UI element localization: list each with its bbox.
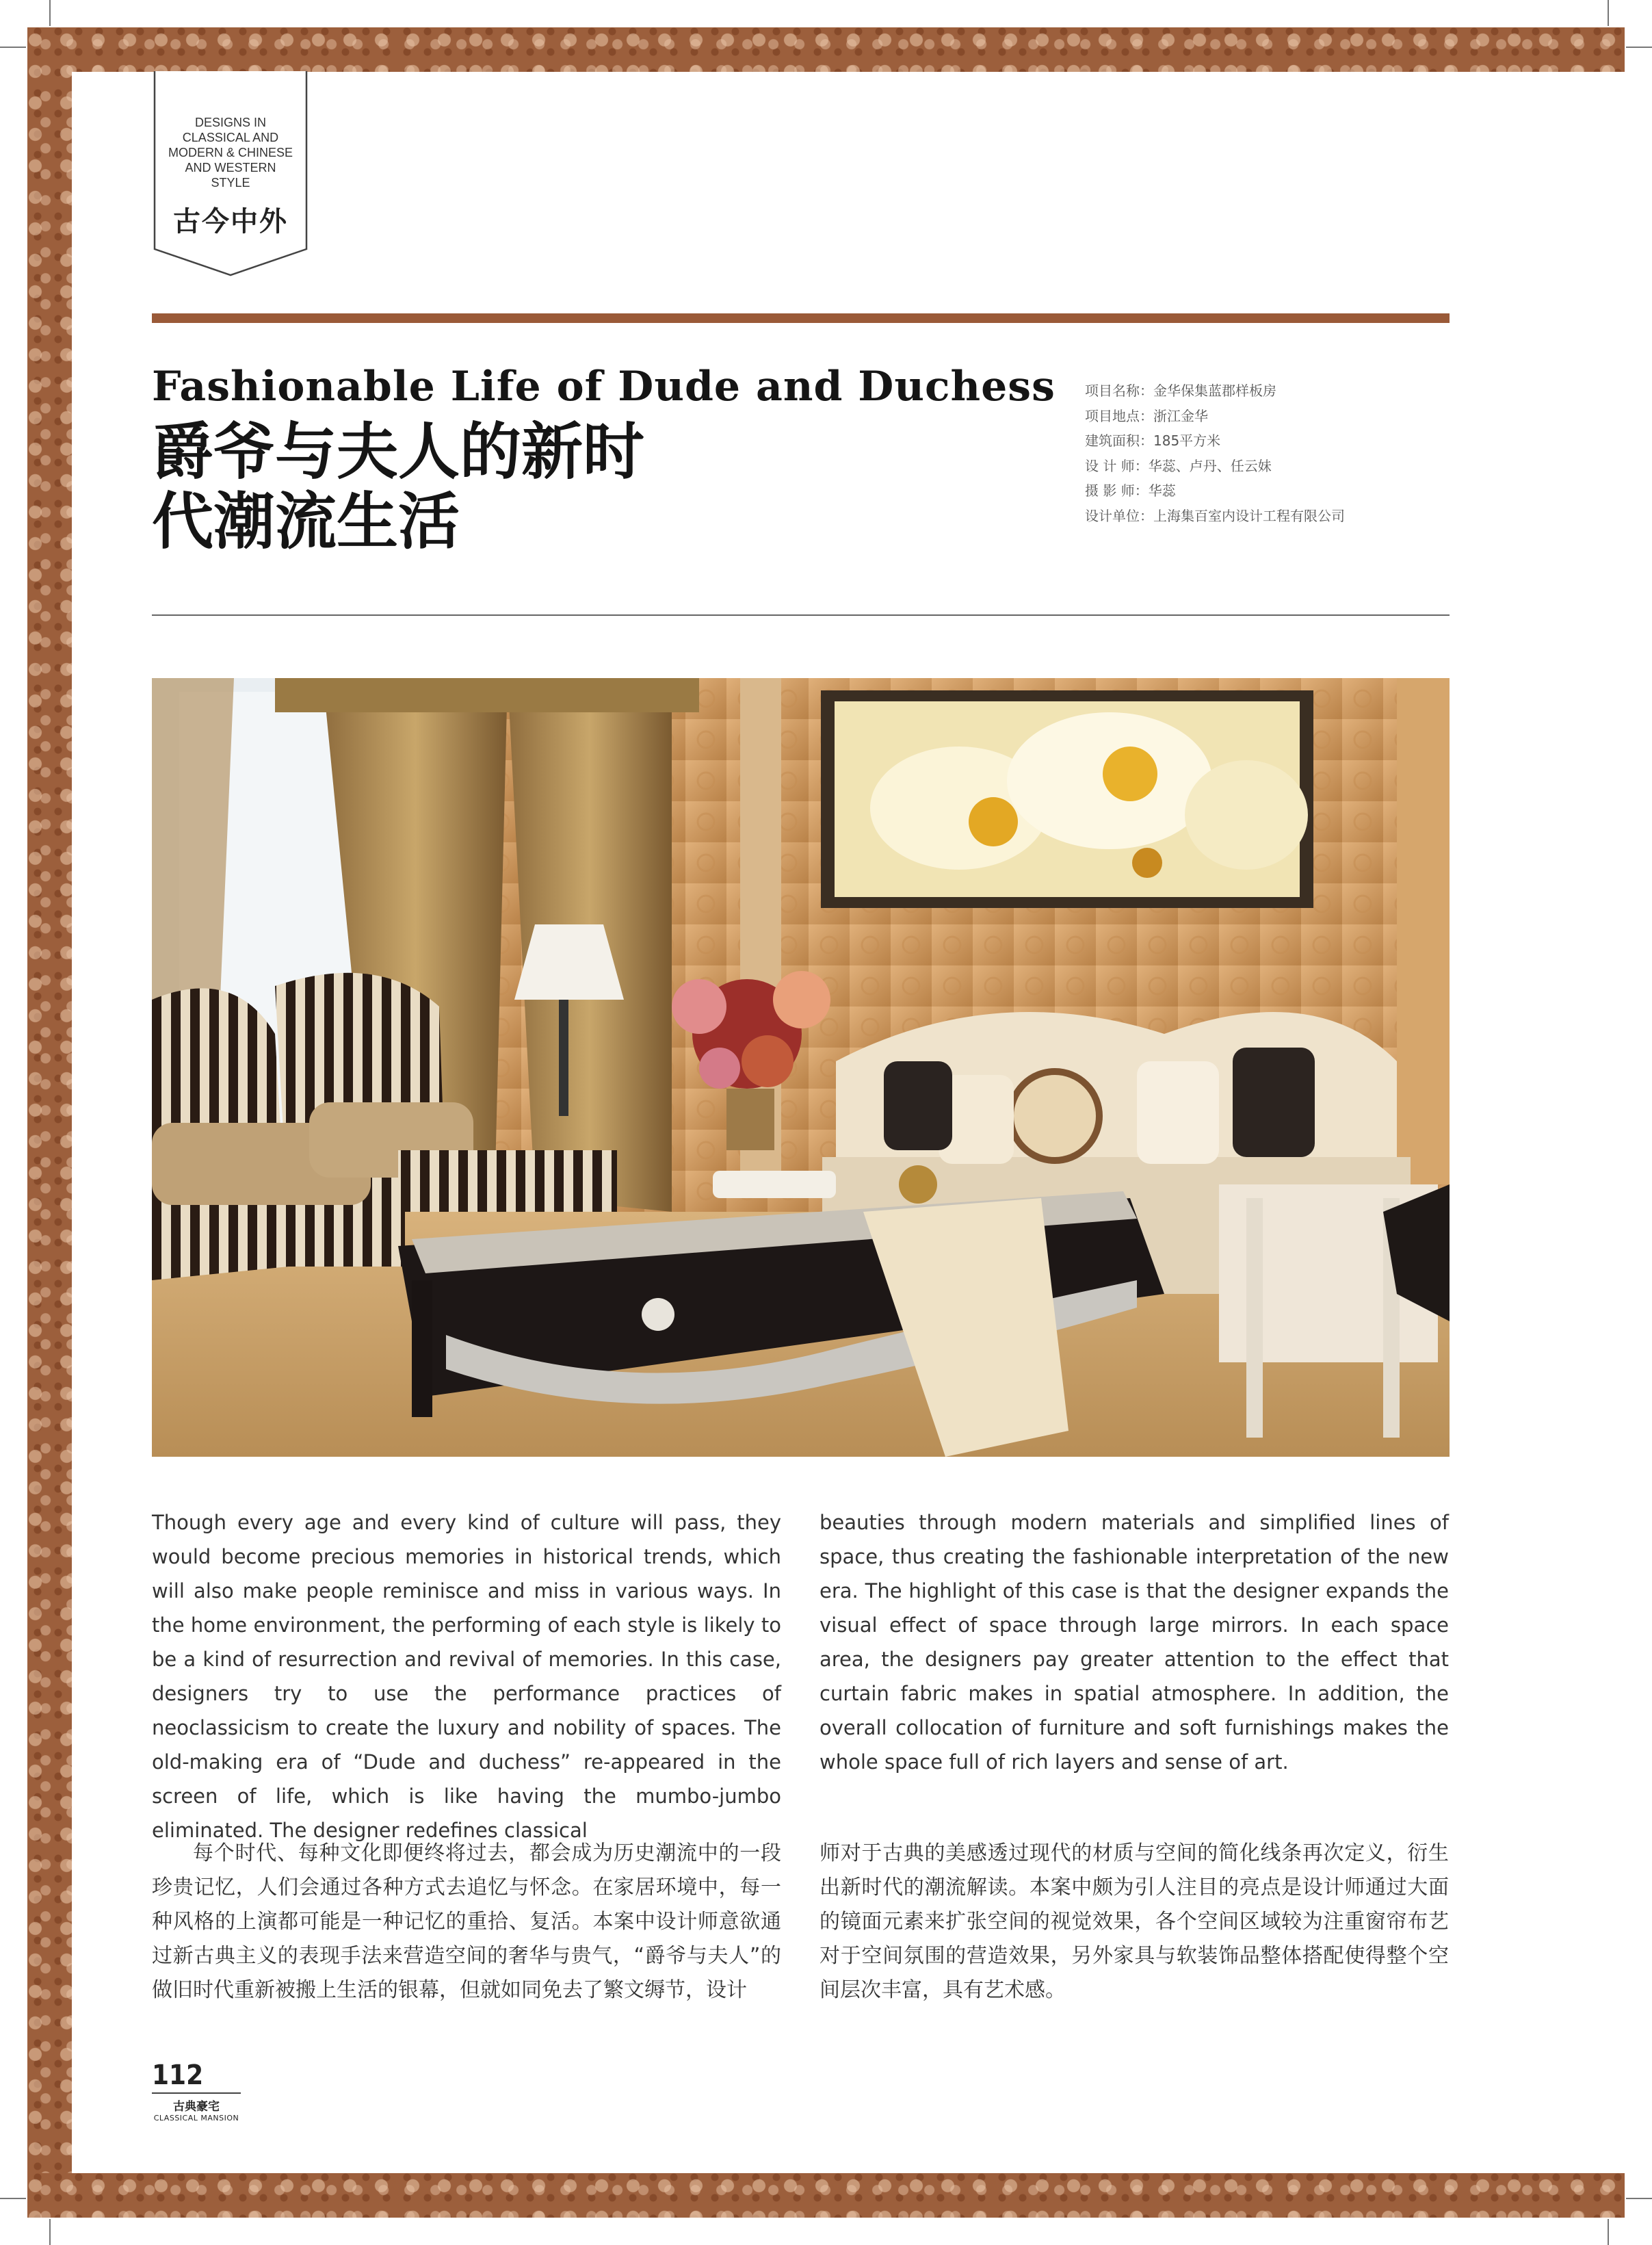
project-info-row: 项目地点：浙江金华 <box>1085 407 1208 424</box>
crop-mark <box>0 2198 26 2199</box>
section-divider <box>152 313 1450 323</box>
project-info-row: 建筑面积：185平方米 <box>1085 432 1221 449</box>
magazine-name-chinese: 古典豪宅 <box>173 2100 220 2114</box>
body-text-english-col1: Though every age and every kind of culture will pass, they would become precious memories in historical trends, which will also make people reminisce and miss in various ways. In the home environment, the performing of each style is likely to be a kind of resurrection and revival of memories. In this case, designers try to use the performance practices of neoclassicism to create the luxury and nobility of spaces. The old-making era of “Dude and duchess” re-appeared in the screen of life, which is like having the mumbo-jumbo eliminated. The designer redefines classical <box>152 1511 781 1842</box>
body-text-chinese-col2: 师对于古典的美感透过现代的材质与空间的简化线条再次定义，衍生出新时代的潮流解读。本案中颇为引人注目的亮点是设计师通过大面的镜面元素来扩张空间的视觉效果，各个空间区域较为注重窗帘布艺对于空间氛围的营造效果，另外家具与软装饰品整体搭配使得整个空间层次丰富，具有艺术感。 <box>820 1841 1449 2002</box>
crop-mark <box>49 0 51 26</box>
page-number-rule <box>152 2092 241 2094</box>
crop-mark <box>0 47 26 48</box>
ornamental-border-bottom <box>27 2173 1625 2218</box>
page-footer <box>152 2060 248 2123</box>
crop-mark <box>1626 2198 1652 2199</box>
article-title-chinese: 爵爷与夫人的新时 代潮流生活 <box>152 416 644 558</box>
category-chinese: 古今中外 <box>173 206 288 237</box>
body-text-chinese-col1: 每个时代、每种文化即便终将过去，都会成为历史潮流中的一段珍贵记忆，人们会通过各种方式去追忆与怀念。在家居环境中，每一种风格的上演都可能是一种记忆的重拾、复活。本案中设计师意欲通过新古典主义的表现手法来营造空间的奢华与贵气，“爵爷与夫人”的做旧时代重新被搬上生活的银幕，但就如同免去了繁文缛节，设计 <box>152 1841 781 2002</box>
header-divider <box>152 614 1450 616</box>
page-number: 112 <box>152 2060 204 2091</box>
category-tag <box>153 71 308 276</box>
crop-mark <box>1608 2219 1609 2245</box>
project-info-row: 设 计 师：华蕊、卢丹、任云妹 <box>1085 457 1272 474</box>
body-text-english-col2: beauties through modern materials and simplified lines of space, thus creating the fashionable interpretation of the new era. The highlight of this case is that the designer expands the visual effect of space through large mirrors. In each space area, the designers pay greater attention to the effect that curtain fabric makes in spatial atmosphere. In addition, the overall collocation of furniture and soft furnishings makes the whole space full of rich layers and sense of art. <box>820 1511 1449 1774</box>
interior-photo <box>152 678 1450 1457</box>
magazine-name-english: CLASSICAL MANSION <box>153 2114 239 2123</box>
ornamental-border-top <box>27 27 1625 72</box>
project-info <box>1085 378 1441 528</box>
category-english: DESIGNS IN CLASSICAL AND MODERN & CHINESE AND WESTERN STYLE <box>168 116 293 190</box>
crop-mark <box>1608 0 1609 26</box>
project-info-row: 项目名称：金华保集蓝郡样板房 <box>1085 382 1276 399</box>
project-info-row: 设计单位：上海集百室内设计工程有限公司 <box>1085 507 1345 524</box>
crop-mark <box>1626 47 1652 48</box>
ornamental-border-left <box>27 27 72 2218</box>
crop-mark <box>49 2219 51 2245</box>
project-info-row: 摄 影 师：华蕊 <box>1085 482 1176 499</box>
article-title-english: Fashionable Life of Dude and Duchess <box>152 363 1056 411</box>
